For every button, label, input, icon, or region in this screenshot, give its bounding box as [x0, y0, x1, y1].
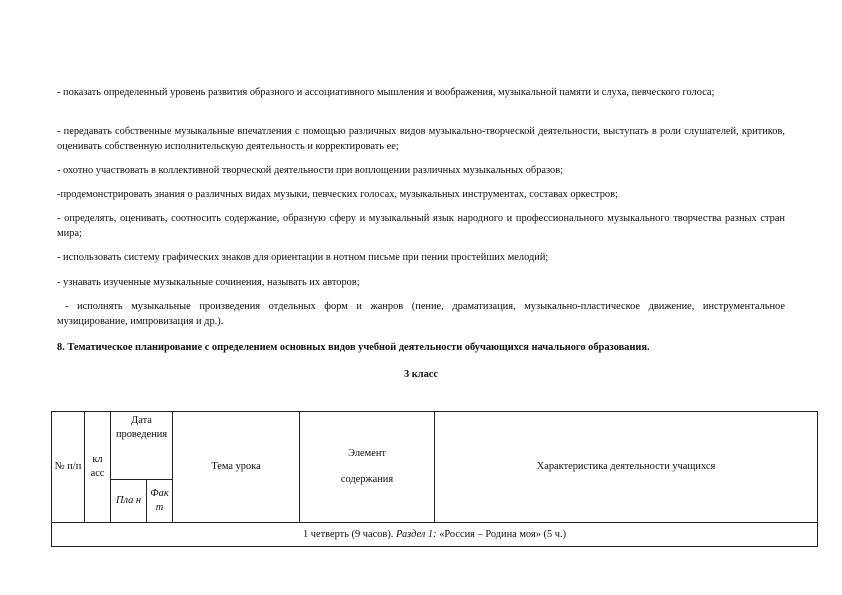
header-element-line1: Элемент	[348, 448, 386, 459]
section-heading: 8. Тематическое планирование с определением основных видов учебной деятельности обучающихся начального образования.	[57, 342, 650, 353]
header-topic: Тема урока	[173, 412, 300, 523]
outcome-paragraph: - охотно участвовать в коллективной творческой деятельности при воплощении различных музыкальных образов;	[57, 165, 564, 176]
outcome-paragraph: - исполнять музыкальные произведения отдельных форм и жанров (пение, драматизация, музыкально-пластическое движение, инструментальное музицирование, импровизация и др.).	[57, 301, 785, 327]
outcome-paragraph: - передавать собственные музыкальные впечатления с помощью различных видов музыкально-творческой деятельности, выступать в роли слушателей, критиков, оценивать собственную исполнительскую деятельность и корректировать ее;	[57, 126, 785, 152]
header-fact: Фак т	[147, 480, 173, 523]
header-dates: Дата проведения	[111, 412, 173, 480]
quarter-section: Раздел 1:	[396, 528, 437, 540]
header-plan: Пла н	[111, 480, 147, 523]
outcome-paragraph: - узнавать изученные музыкальные сочинения, называть их авторов;	[57, 277, 360, 288]
header-class: кл асс	[85, 412, 111, 523]
header-element	[300, 412, 435, 523]
quarter-row	[52, 523, 818, 547]
header-number: № п/п	[52, 412, 85, 523]
thematic-plan-table	[51, 411, 818, 547]
outcome-paragraph: -продемонстрировать знания о различных видах музыки, певческих голосах, музыкальных инструментах, составах оркестров;	[57, 189, 618, 200]
outcome-paragraph: - определять, оценивать, соотносить содержание, образную сферу и музыкальный язык народного и профессионального музыкального творчества разных стран мира;	[57, 213, 785, 239]
outcome-paragraph: - показать определенный уровень развития образного и ассоциативного мышления и воображения, музыкальной памяти и слуха, певческого голоса;	[57, 87, 715, 98]
quarter-prefix: 1 четверть (9 часов).	[302, 528, 396, 540]
header-element-line2: содержания	[340, 474, 394, 485]
outcome-paragraph: - использовать систему графических знаков для ориентации в нотном письме при пении простейших мелодий;	[57, 252, 549, 263]
quarter-title: «Россия – Родина моя» (5 ч.)	[436, 528, 567, 540]
grade-title: 3 класс	[403, 369, 439, 380]
header-characteristics: Характеристика деятельности учащихся	[435, 412, 818, 523]
